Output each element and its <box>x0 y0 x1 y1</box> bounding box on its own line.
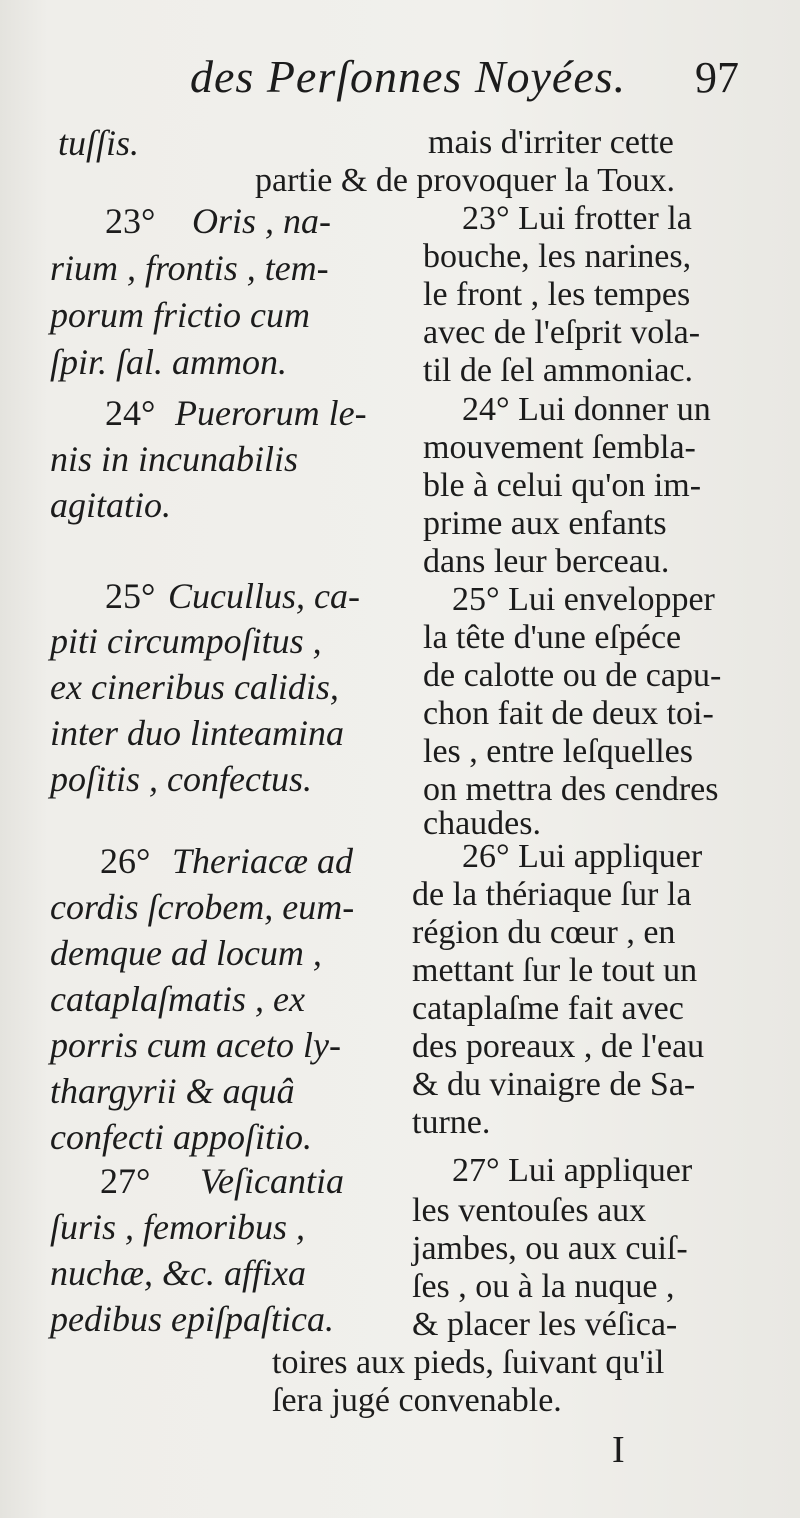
french-item-25-line: de calotte ou de capu- <box>423 657 722 694</box>
latin-item-23-number: 23° <box>105 201 156 241</box>
latin-item-26-line: thargyrii & aquâ <box>50 1071 295 1111</box>
french-item-27-line: ſes , ou à la nuque , <box>412 1268 675 1305</box>
latin-item-24-number: 24° <box>105 393 156 433</box>
french-item-23-line: til de ſel ammoniac. <box>423 352 694 389</box>
latin-item-23-line: ſpir. ſal. ammon. <box>50 342 288 382</box>
latin-item-26-line: porris cum aceto ly- <box>50 1025 341 1065</box>
latin-item-24-line: nis in incunabilis <box>50 439 299 479</box>
french-item-25-line: on mettra des cendres <box>423 771 719 808</box>
french-item-26-line: de la thériaque ſur la <box>412 876 692 913</box>
page-number: 97 <box>695 53 739 102</box>
french-item-26-line: mettant ſur le tout un <box>412 952 698 989</box>
latin-item-25-line: ex cineribus calidis, <box>50 667 339 707</box>
french-item-27-line: les ventouſes aux <box>412 1192 647 1229</box>
french-item-27-line: jambes, ou aux cuiſ- <box>412 1230 688 1267</box>
latin-item-26-line: Theriacæ ad <box>172 841 354 881</box>
french-line: mais d'irriter cette <box>428 124 674 161</box>
french-item-26-line: turne. <box>412 1104 491 1141</box>
signature-mark: I <box>612 1429 625 1471</box>
latin-item-25-line: poſitis , confectus. <box>50 759 312 799</box>
running-title: des Perſonnes Noyées. <box>190 51 627 102</box>
french-item-24-line: mouvement ſembla- <box>423 429 696 466</box>
french-item-27-line: toires aux pieds, ſuivant qu'il <box>272 1344 665 1381</box>
latin-item-27-number: 27° <box>100 1161 151 1201</box>
latin-item-26-line: cataplaſmatis , ex <box>50 979 305 1019</box>
french-item-26-line: des poreaux , de l'eau <box>412 1028 705 1065</box>
french-item-26-line: & du vinaigre de Sa- <box>412 1066 696 1103</box>
latin-item-25-line: Cucullus, ca- <box>168 576 360 616</box>
latin-item-26-number: 26° <box>100 841 151 881</box>
french-line: partie & de provoquer la Toux. <box>255 162 675 199</box>
french-item-23-line: 23° Lui frotter la <box>462 200 692 237</box>
latin-item-23-line: porum frictio cum <box>50 295 310 335</box>
latin-item-25-number: 25° <box>105 576 156 616</box>
french-item-27-line: 27° Lui appliquer <box>452 1152 693 1189</box>
french-item-26-line: région du cœur , en <box>412 914 676 951</box>
french-item-24-line: 24° Lui donner un <box>462 391 711 428</box>
french-item-24-line: prime aux enfants <box>423 505 667 542</box>
french-item-24-line: dans leur berceau. <box>423 543 670 580</box>
french-item-23-line: avec de l'eſprit vola- <box>423 314 701 351</box>
latin-item-24-line: Puerorum le- <box>175 393 367 433</box>
french-item-26-line: cataplaſme fait avec <box>412 990 684 1027</box>
latin-item-27-line: nuchæ, &c. affixa <box>50 1253 306 1293</box>
latin-item-26-line: demque ad locum , <box>50 933 322 973</box>
french-item-25-line: chon fait de deux toi- <box>423 695 714 732</box>
french-item-25-line: chaudes. <box>423 805 542 842</box>
latin-item-27-line: pedibus epiſpaſtica. <box>50 1299 334 1339</box>
french-item-27-line: & placer les véſica- <box>412 1306 678 1343</box>
latin-item-26-line: cordis ſcrobem, eum- <box>50 887 355 927</box>
page-header <box>0 50 800 110</box>
french-item-24-line: ble à celui qu'on im- <box>423 467 702 504</box>
french-item-23-line: le front , les tempes <box>423 276 691 313</box>
french-item-26-line: 26° Lui appliquer <box>462 838 703 875</box>
latin-item-24-line: agitatio. <box>50 485 172 525</box>
latin-item-26-line: confecti appoſitio. <box>50 1117 312 1157</box>
latin-item-25-line: inter duo linteamina <box>50 713 344 753</box>
latin-item-27-line: Veſicantia <box>200 1161 344 1201</box>
latin-item-27-line: ſuris , femoribus , <box>50 1207 306 1247</box>
french-item-25-line: 25° Lui envelopper <box>452 581 715 618</box>
latin-item-25-line: piti circumpoſitus , <box>50 621 322 661</box>
french-item-25-line: la tête d'une eſpéce <box>423 619 682 656</box>
french-item-27-line: ſera jugé convenable. <box>272 1382 562 1419</box>
latin-item-23-line: rium , frontis , tem- <box>50 248 329 288</box>
latin-item-23-line: Oris , na- <box>192 201 332 241</box>
french-item-23-line: bouche, les narines, <box>423 238 692 275</box>
latin-line-continuation: tuſſis. <box>58 123 140 163</box>
french-item-25-line: les , entre leſquelles <box>423 733 694 770</box>
